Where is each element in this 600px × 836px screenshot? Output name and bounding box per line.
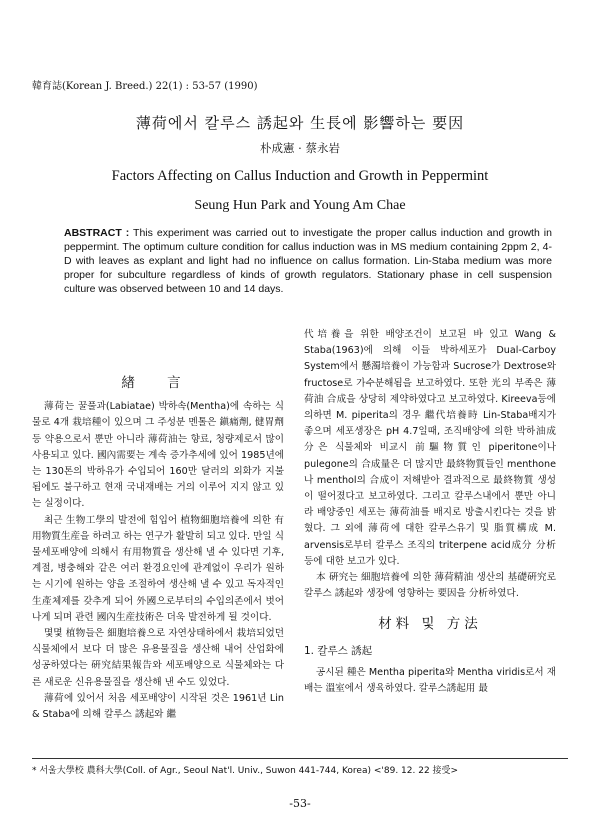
intro-paragraph-4: 薄荷에 있어서 처음 세포배양이 시작된 것은 1961년 Lin & Staba에 의해 칼루스 誘起와 繼 <box>32 692 284 721</box>
english-title: Factors Affecting on Callus Induction and Growth in Peppermint <box>111 168 489 184</box>
intro-continued-paragraph: 代培養을 위한 배양조건이 보고된 바 있고 Wang & Staba(1963)에 의해 이들 박하세포가 Dual-Carboy System에서 懸濁培養이 가능함과 Sucrose가 Dextrose와 fructose로 가수분해됨을 보고하였다. 또한 光의 부족은 薄荷油 合成을 상당히 제약하였다고 보고하였다. Kireeva등에 의하면 M. piperita의 경우 繼代培養時 Lin-Staba배지가 좋으며 세포생장은 pH 4.7일때, 조직배양에 의한 박하油成分은 식물체와 비교시 前驅物質인 piperitone이나 pulegone의 合成量은 더 많지만 最終物質들인 menthone나 menthol의 合成이 저해받아 결과적으로 最終物質 생성이 떨어졌다고 보고하였다. 그리고 칼루스내에서 뿐만 아니라 배양중인 세포는 薄荷油를 배지로 방출시킨다는 것을 밝혔다. 그 외에 薄荷에 대한 칼루스유기 및 脂質構成 M. arvensis로부터 칼루스 조직의 triterpene acid成分 分析등에 대한 보고가 있다. <box>304 329 556 567</box>
korean-authors: 朴成憲 · 蔡永岩 <box>260 141 340 155</box>
korean-title: 薄荷에서 칼루스 誘起와 生長에 影響하는 要因 <box>135 114 465 132</box>
subsection-callus-induction: 1. 칼루스 誘起 <box>304 644 373 657</box>
abstract <box>64 226 552 296</box>
abstract-text: This experiment was carried out to investigate the proper callus induction and growth in peppermint. The optimum culture condition for callus induction was in MS medium containing 2ppm 2, 4-D with leaves as explant and light had no influence on callus formation. Lin-Staba medium was more proper for subculture regardless of kinds of growth regulators. Stationary phase in cell suspension culture was observed between 10 and 14 days. <box>64 227 552 295</box>
intro-paragraph-1: 薄荷는 꿀풀과(Labiatae) 박하속(Mentha)에 속하는 식물로 4개 栽培種이 있으며 그 주성분 멘톨은 鎭痛劑, 健胃劑등 약용으로서 뿐만 아니라 薄荷油는 향료, 청량제로서 많이 사용되고 있다. 國內需要는 계속 증가추세에 있어 1985년에는 130톤의 박하유가 수입되어 160만 달러의 외화가 지불됨에도 불구하고 현재 국내재배는 거의 이루어 지지 않고 있는 실정이다. <box>32 401 284 510</box>
materials-heading: 材料 및 方法 <box>378 616 482 633</box>
english-authors: Seung Hun Park and Young Am Chae <box>194 198 406 213</box>
abstract-label: ABSTRACT : <box>64 227 130 239</box>
page-number: -53- <box>289 797 311 810</box>
journal-citation: 韓育誌(Korean J. Breed.) 22(1) : 53-57 (1990) <box>32 81 258 92</box>
footnote-divider <box>32 758 568 759</box>
intro-paragraph-3: 몇몇 植物들은 細胞培養으로 자연상태하에서 栽培되었던 식물체에서 보다 더 많은 유용물질을 생산해 내어 산업화에 성공하였다는 硏究結果報告와 세포배양으로 식물체와는 다른 새로운 신유용물질을 생산해 낸 수도 있었다. <box>32 628 284 688</box>
materials-paragraph: 공시된 種은 Mentha piperita와 Mentha viridis로서 재배는 溫室에서 생육하였다. 칼루스誘起用 最 <box>304 666 556 695</box>
affiliation-footnote: * 서울大學校 農科大學(Coll. of Agr., Seoul Nat'l. Univ., Suwon 441-744, Korea) <'89. 12. 22 接受> <box>32 766 459 776</box>
intro-paragraph-2: 최근 生物工學의 발전에 힘입어 植物細胞培養에 의한 有用物質生産을 하려고 하는 연구가 활발히 되고 있다. 만일 식물세포배양에 의해서 有用物質을 생산해 낼 수 있다면 기후, 계절, 병충해와 같은 여러 환경요인에 관계없이 우리가 원하는 시기에 원하는 양을 조절하여 생산해 낼 수 있고 독자적인 生產체제를 갖추게 되어 外國으로부터의 수입의존에서 벗어나게 되며 관련 國內生産技術은 더욱 발전하게 될 것이다. <box>32 514 284 623</box>
left-column <box>32 375 284 723</box>
study-aim-paragraph: 本 硏究는 細胞培養에 의한 薄荷精油 생산의 基礎硏究로 칼루스 誘起와 생장에 영향하는 要因을 分析하였다. <box>304 572 556 600</box>
right-column <box>304 327 556 697</box>
intro-heading: 緖 言 <box>121 375 195 391</box>
